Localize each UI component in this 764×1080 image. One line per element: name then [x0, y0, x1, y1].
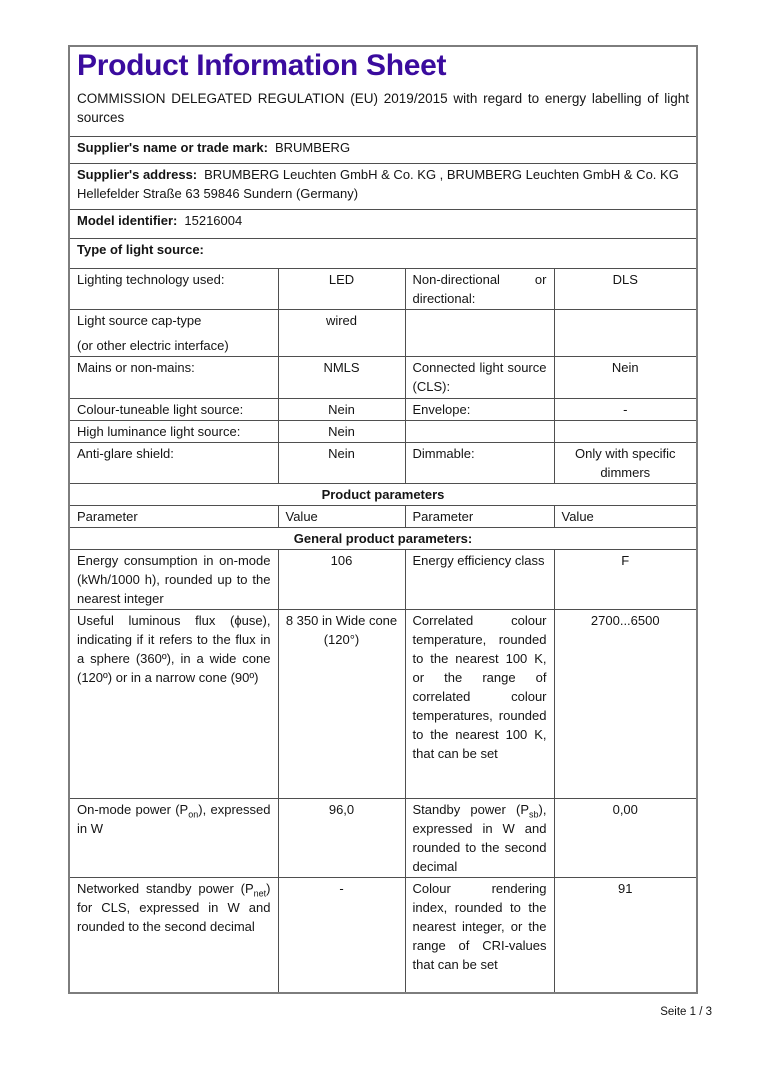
- param-value-cell: DLS: [554, 268, 697, 309]
- table-row: [69, 442, 697, 483]
- param-value-cell: 2700...6500: [554, 609, 697, 798]
- param-label-cell: [405, 309, 554, 356]
- title-block: [69, 46, 697, 136]
- cap-type-line1: Light source cap-type: [77, 312, 202, 328]
- supplier-name-row: [69, 136, 697, 163]
- table-row: [69, 356, 697, 398]
- param-value-cell: -: [554, 398, 697, 420]
- param-value-cell: [554, 309, 697, 356]
- table-row: [69, 309, 697, 356]
- param-value-cell: LED: [278, 268, 405, 309]
- param-label-cell: [69, 309, 278, 356]
- param-value-cell: -: [278, 877, 405, 993]
- param-value-cell: [554, 420, 697, 442]
- param-value-cell: 106: [278, 549, 405, 609]
- param-value-cell: 8 350 in Wide cone (120°): [278, 609, 405, 798]
- column-header: Parameter: [405, 505, 554, 527]
- column-header: Parameter: [69, 505, 278, 527]
- column-header-row: [69, 505, 697, 527]
- param-label-cell: Connected light source (CLS):: [405, 356, 554, 398]
- param-label-cell: Correlated colour temperature, rounded to the nearest 100 K, or the range of correlated colour temperatures, rounded to the nearest 100 K, that can be set: [405, 609, 554, 798]
- label-subscript: net: [253, 888, 267, 899]
- table-row: [69, 268, 697, 309]
- param-value-cell: 96,0: [278, 798, 405, 877]
- param-value-cell: wired: [278, 309, 405, 356]
- model-identifier-label: Model identifier:: [77, 212, 178, 228]
- param-value-cell: Nein: [278, 442, 405, 483]
- table-row: [69, 798, 697, 877]
- label-text: On-mode power (P: [77, 801, 189, 817]
- table-row: [69, 398, 697, 420]
- product-info-table: [68, 45, 698, 994]
- param-value-cell: Nein: [554, 356, 697, 398]
- param-label-cell: Dimmable:: [405, 442, 554, 483]
- param-label-cell: Useful luminous flux (ϕuse), indicating if it refers to the flux in a sphere (360º), in a wide cone (120º) or in a narrow cone (90º): [69, 609, 278, 798]
- param-value-cell: NMLS: [278, 356, 405, 398]
- label-text: Networked standby power (P: [77, 880, 254, 896]
- type-of-light-source-heading: Type of light source:: [69, 238, 697, 268]
- param-value-cell: F: [554, 549, 697, 609]
- table-row: [69, 877, 697, 993]
- label-text: Standby power (P: [412, 801, 530, 817]
- label-subscript: on: [188, 809, 199, 820]
- param-label-cell: Lighting technology used:: [69, 268, 278, 309]
- supplier-address-label: Supplier's address:: [77, 166, 198, 182]
- param-label-cell: Energy consumption in on-mode (kWh/1000 h), rounded up to the nearest integer: [69, 549, 278, 609]
- regulation-text: COMMISSION DELEGATED REGULATION (EU) 2019/2015 with regard to energy labelling of light sources: [77, 91, 689, 125]
- param-label-cell: Envelope:: [405, 398, 554, 420]
- param-value-cell: Only with specific dimmers: [554, 442, 697, 483]
- label-text: ), expressed in W: [77, 801, 271, 836]
- cap-type-line2: (or other electric interface): [77, 337, 229, 353]
- supplier-name-value: BRUMBERG: [274, 139, 351, 155]
- param-label-cell: Mains or non-mains:: [69, 356, 278, 398]
- product-parameters-heading: Product parameters: [69, 483, 697, 505]
- param-label-cell: Energy efficiency class: [405, 549, 554, 609]
- supplier-address-row: [69, 163, 697, 209]
- param-value-cell: Nein: [278, 398, 405, 420]
- param-label-cell: [405, 420, 554, 442]
- supplier-name-label: Supplier's name or trade mark:: [77, 139, 268, 155]
- label-subscript: sb: [529, 809, 539, 820]
- param-value-cell: Nein: [278, 420, 405, 442]
- page-number: Seite 1 / 3: [660, 1006, 712, 1018]
- param-value-cell: 91: [554, 877, 697, 993]
- label-text: ), expressed in W and rounded to the second decimal: [412, 801, 547, 874]
- param-label-cell: Colour-tuneable light source:: [69, 398, 278, 420]
- supplier-address-value: BRUMBERG Leuchten GmbH & Co. KG , BRUMBERG Leuchten GmbH & Co. KG Hellefelder Straße 63 59846 Sundern (Germany): [77, 166, 679, 201]
- param-label-cell: Anti-glare shield:: [69, 442, 278, 483]
- table-row: [69, 549, 697, 609]
- table-row: [69, 609, 697, 798]
- label-text: ) for CLS, expressed in W and rounded to the second decimal: [77, 880, 271, 934]
- model-identifier-value: 15216004: [184, 212, 243, 228]
- param-label-cell: [69, 798, 278, 877]
- param-label-cell: [69, 877, 278, 993]
- param-value-cell: 0,00: [554, 798, 697, 877]
- general-product-parameters-heading: General product parameters:: [69, 527, 697, 549]
- param-label-cell: Colour rendering index, rounded to the nearest integer, or the range of CRI-values that can be set: [405, 877, 554, 993]
- model-identifier-row: [69, 209, 697, 238]
- param-label-cell: High luminance light source:: [69, 420, 278, 442]
- param-label-cell: Non-directional or directional:: [405, 268, 554, 309]
- page-title: Product Information Sheet: [77, 49, 447, 82]
- column-header: Value: [278, 505, 405, 527]
- param-label-cell: [405, 798, 554, 877]
- table-row: [69, 420, 697, 442]
- column-header: Value: [554, 505, 697, 527]
